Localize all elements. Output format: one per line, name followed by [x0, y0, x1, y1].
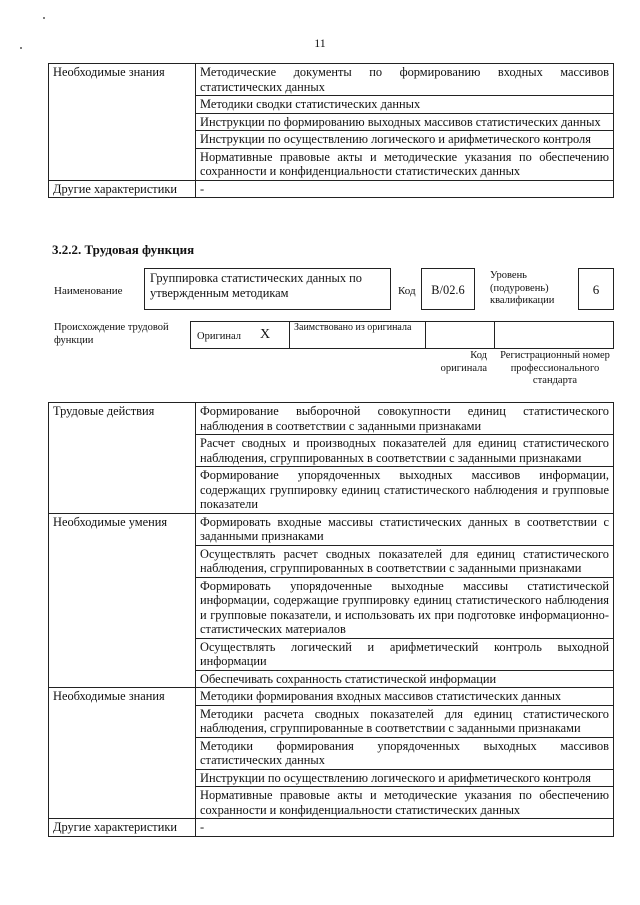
code-value: B/02.6	[431, 283, 465, 297]
divider	[494, 321, 495, 349]
row-item: Инструкции по формированию выходных массивов статистических данных	[196, 113, 614, 131]
row-item: Инструкции по осуществлению логического и арифметического контроля	[196, 769, 614, 787]
row-item: Расчет сводных и производных показателей для единиц статистического наблюдения, сгруппированных в соответствии с заданными признаками	[196, 435, 614, 467]
table-row	[49, 688, 614, 706]
divider	[425, 321, 426, 349]
function-details-table	[48, 402, 614, 837]
table-row	[49, 180, 614, 198]
row-item: Методики расчета сводных показателей для единиц статистического наблюдения, сгруппированные в соответствии с заданными признаками	[196, 705, 614, 737]
scan-speck	[43, 17, 45, 19]
table-continued	[48, 63, 614, 198]
row-item: Обеспечивать сохранность статистической информации	[196, 670, 614, 688]
row-item: Осуществлять расчет сводных показателей для единиц статистического наблюдения, сгруппированных в соответствии с заданными признаками	[196, 545, 614, 577]
level-box	[578, 268, 614, 310]
row-item: Формировать входные массивы статистических данных в соответствии с заданными признаками	[196, 513, 614, 545]
original-mark: X	[260, 327, 271, 342]
row-item: Методики сводки статистических данных	[196, 96, 614, 114]
level-value: 6	[592, 282, 600, 297]
row-item: Нормативные правовые акты и методические указания по обеспечению сохранности и конфиденциальности статистических данных	[196, 148, 614, 180]
row-label: Необходимые знания	[49, 64, 196, 181]
table-row	[49, 513, 614, 545]
page-number: 11	[314, 36, 326, 50]
code-box	[421, 268, 475, 310]
borrowed-label: Заимствовано из оригинала	[294, 322, 412, 333]
origin-label: Происхождение трудовой функции	[54, 322, 169, 346]
divider	[289, 321, 290, 349]
original-label: Оригинал	[197, 331, 241, 342]
row-item: Формирование упорядоченных выходных массивов информации, содержащих группировку единиц статистического наблюдения и групповые показатели	[196, 467, 614, 514]
table-row	[49, 819, 614, 837]
level-label: Уровень (подуровень) квалификации	[490, 270, 555, 306]
row-label: Необходимые знания	[49, 688, 196, 819]
row-item: -	[196, 819, 614, 837]
function-name: Группировка статистических данных по утвержденным методикам	[150, 271, 363, 300]
table-row	[49, 64, 614, 96]
row-label: Другие характеристики	[49, 819, 196, 837]
row-item: -	[196, 180, 614, 198]
row-item: Нормативные правовые акты и методические указания по обеспечению сохранности и конфиденциальности статистических данных	[196, 787, 614, 819]
table-row	[49, 403, 614, 435]
row-label: Другие характеристики	[49, 180, 196, 198]
row-item: Формировать упорядоченные выходные массивы статистической информации, содержащие группировку единиц статистического наблюдения и групповые показатели, и использовать их при подготовке информационно-статистических материалов	[196, 577, 614, 638]
function-name-box	[144, 268, 391, 310]
code-label: Код	[398, 285, 416, 297]
original-code-caption: Код оригинала	[440, 350, 487, 374]
row-label: Трудовые действия	[49, 403, 196, 514]
row-item: Инструкции по осуществлению логического и арифметического контроля	[196, 131, 614, 149]
row-item: Методики формирования входных массивов статистических данных	[196, 688, 614, 706]
row-label: Необходимые умения	[49, 513, 196, 688]
reg-number-caption: Регистрационный номер профессионального стандарта	[500, 350, 610, 386]
section-title: 3.2.2. Трудовая функция	[52, 242, 195, 257]
row-item: Осуществлять логический и арифметический контроль выходной информации	[196, 638, 614, 670]
row-item: Методические документы по формированию входных массивов статистических данных	[196, 64, 614, 96]
row-item: Формирование выборочной совокупности единиц статистического наблюдения в соответствии с заданными признаками	[196, 403, 614, 435]
row-item: Методики формирования упорядоченных выходных массивов статистических данных	[196, 737, 614, 769]
name-label: Наименование	[54, 285, 123, 297]
